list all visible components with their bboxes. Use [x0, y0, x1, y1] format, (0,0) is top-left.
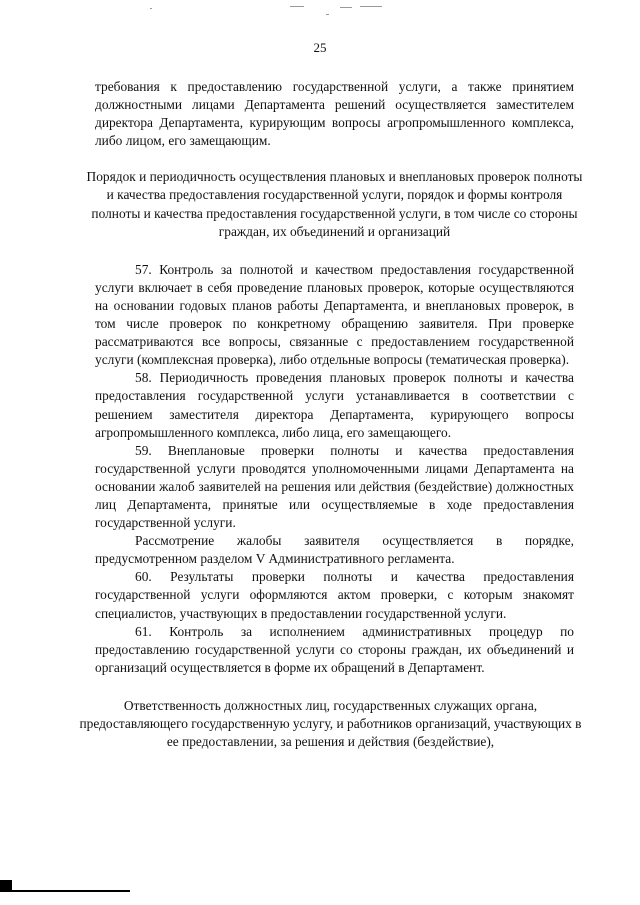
- scan-artifact: [290, 6, 304, 7]
- section-heading-responsibility: Ответственность должностных лиц, государственных служащих органа, предоставляющего государственную услугу, и работников организаций, участвующих в ее предоставлении, за решения и действия (бездействие),: [79, 697, 582, 750]
- scan-artifact: [360, 6, 382, 7]
- paragraph-59: 59. Внеплановые проверки полноты и качества предоставления государственной услуги проводятся уполномоченными лицами Департамента на основании жалоб заявителей на решения или действия (бездействие) должностных лиц Департамента, принятые или осуществляемые в ходе предоставления государственной услуги.: [95, 442, 574, 531]
- paragraph-60: 60. Результаты проверки полноты и качества предоставления государственной услуги оформляются актом проверки, с которым знакомят специалистов, участвующих в предоставлении государственной услуги.: [95, 569, 574, 621]
- paragraph-complaint-review: Рассмотрение жалобы заявителя осуществляется в порядке, предусмотренном разделом V Административного регламента.: [95, 533, 574, 567]
- spacer: [95, 150, 574, 168]
- spacer: [95, 677, 574, 697]
- scan-artifact: [340, 7, 352, 8]
- scan-artifact: [326, 14, 329, 15]
- intro-paragraph: требования к предоставлению государственной услуги, а также принятием должностными лицами Департамента решений осуществляется заместителем директора Департамента, курирующим вопросы агропромышленного комплекса, либо лицом, его замещающим.: [95, 79, 574, 149]
- paragraph-58: 58. Периодичность проведения плановых проверок полноты и качества предоставления государственной услуги устанавливается в соответствии с решением заместителя директора Департамента, курирующего вопросы агропромышленного комплекса, либо лица, его замещающего.: [95, 370, 574, 440]
- paragraph-61: 61. Контроль за исполнением административных процедур по предоставлению государственной услуги со стороны граждан, их объединений и организаций осуществляется в форме их обращений в Департамент.: [95, 623, 574, 675]
- section-heading-control: Порядок и периодичность осуществления плановых и внеплановых проверок полноты и качества предоставления государственной услуги, порядок и формы контроля полноты и качества предоставления государственной услуги, в том числе со стороны граждан, их объединений и организаций: [86, 169, 583, 239]
- spacer: [95, 241, 574, 261]
- scan-edge-mark: [0, 880, 12, 892]
- scan-artifact: [150, 8, 152, 9]
- paragraph-57: 57. Контроль за полнотой и качеством предоставления государственной услуги включает в себя проведение плановых проверок, которые осуществляются на основании годовых планов работы Департамента, и внеплановых проверок, в том числе проверок по конкретному обращению заявителя. При проверке рассматриваются все вопросы, связанные с предоставлением государственной услуги (комплексная проверка), либо отдельные вопросы (тематическая проверка).: [95, 261, 574, 368]
- document-body: [79, 78, 583, 751]
- page-number: 25: [313, 40, 327, 55]
- scan-edge-line: [12, 890, 130, 892]
